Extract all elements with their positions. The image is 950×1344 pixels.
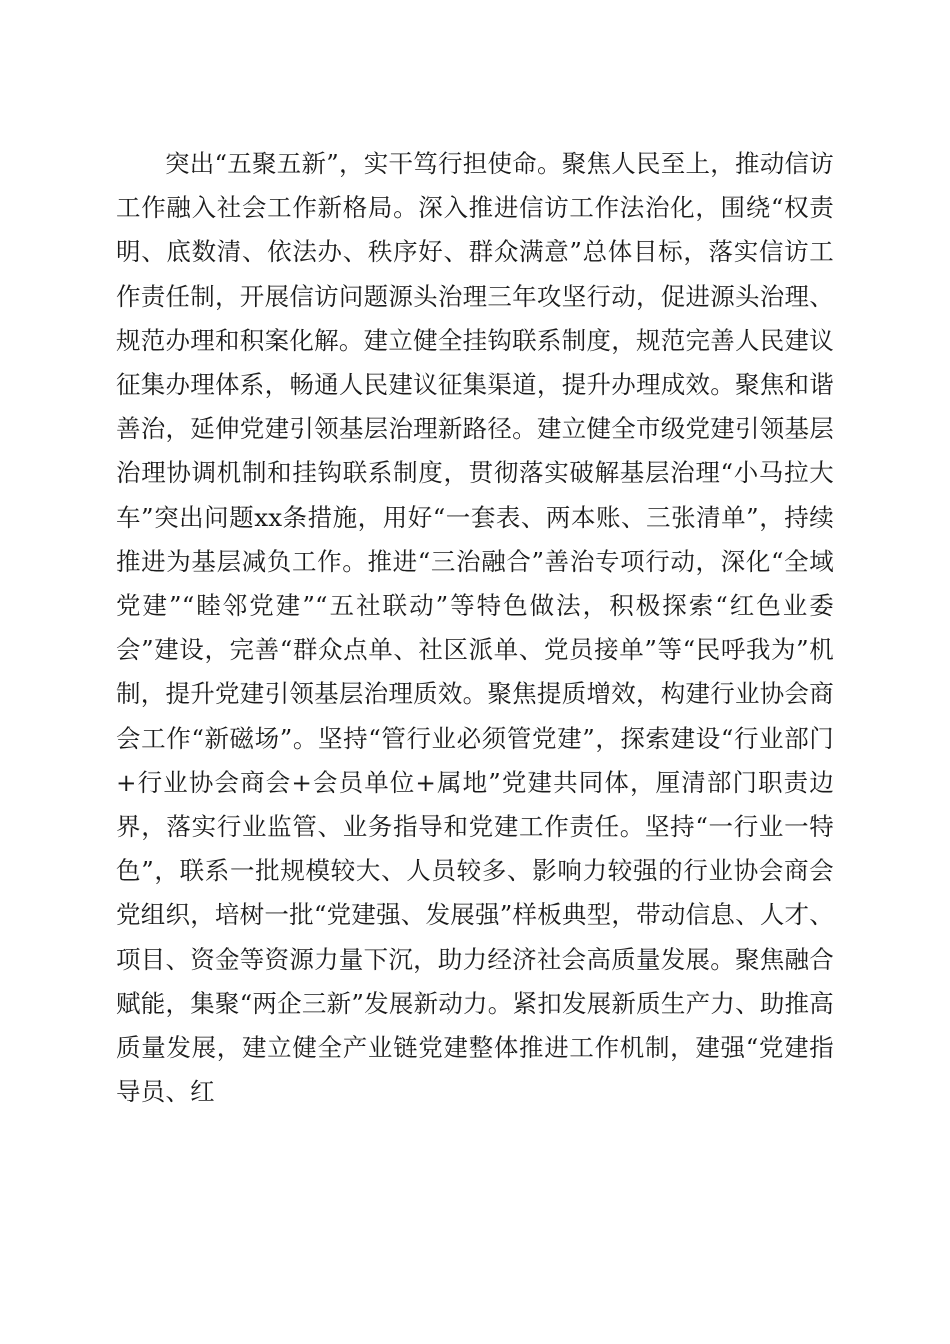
body-paragraph: 突出“五聚五新”，实干笃行担使命。聚焦人民至上，推动信访工作融入社会工作新格局。深入推进信访工作法治化，围绕“权责明、底数清、依法办、秩序好、群众满意”总体目标，落实信访工作责任制，开展信访问题源头治理三年攻坚行动，促进源头治理、规范办理和积案化解。建立健全挂钩联系制度，规范完善人民建议征集办理体系，畅通人民建议征集渠道，提升办理成效。聚焦和谐善治，延伸党建引领基层治理新路径。建立健全市级党建引领基层治理协调机制和挂钩联系制度，贯彻落实破解基层治理“小马拉大车”突出问题xx条措施，用好“一套表、两本账、三张清单”，持续推进为基层减负工作。推进“三治融合”善治专项行动，深化“全域党建”“睦邻党建”“五社联动”等特色做法，积极探索“红色业委会”建设，完善“群众点单、社区派单、党员接单”等“民呼我为”机制，提升党建引领基层治理质效。聚焦提质增效，构建行业协会商会工作“新磁场”。坚持“管行业必须管党建”，探索建设“行业部门+行业协会商会+会员单位+属地”党建共同体，厘清部门职责边界，落实行业监管、业务指导和党建工作责任。坚持“一行业一特色”，联系一批规模较大、人员较多、影响力较强的行业协会商会党组织，培树一批“党建强、发展强”样板典型，带动信息、人才、项目、资金等资源力量下沉，助力经济社会高质量发展。聚焦融合赋能，集聚“两企三新”发展新动力。紧扣发展新质生产力、助推高质量发展，建立健全产业链党建整体推进工作机制，建强“党建指导员、红 <box>116 149 834 1107</box>
